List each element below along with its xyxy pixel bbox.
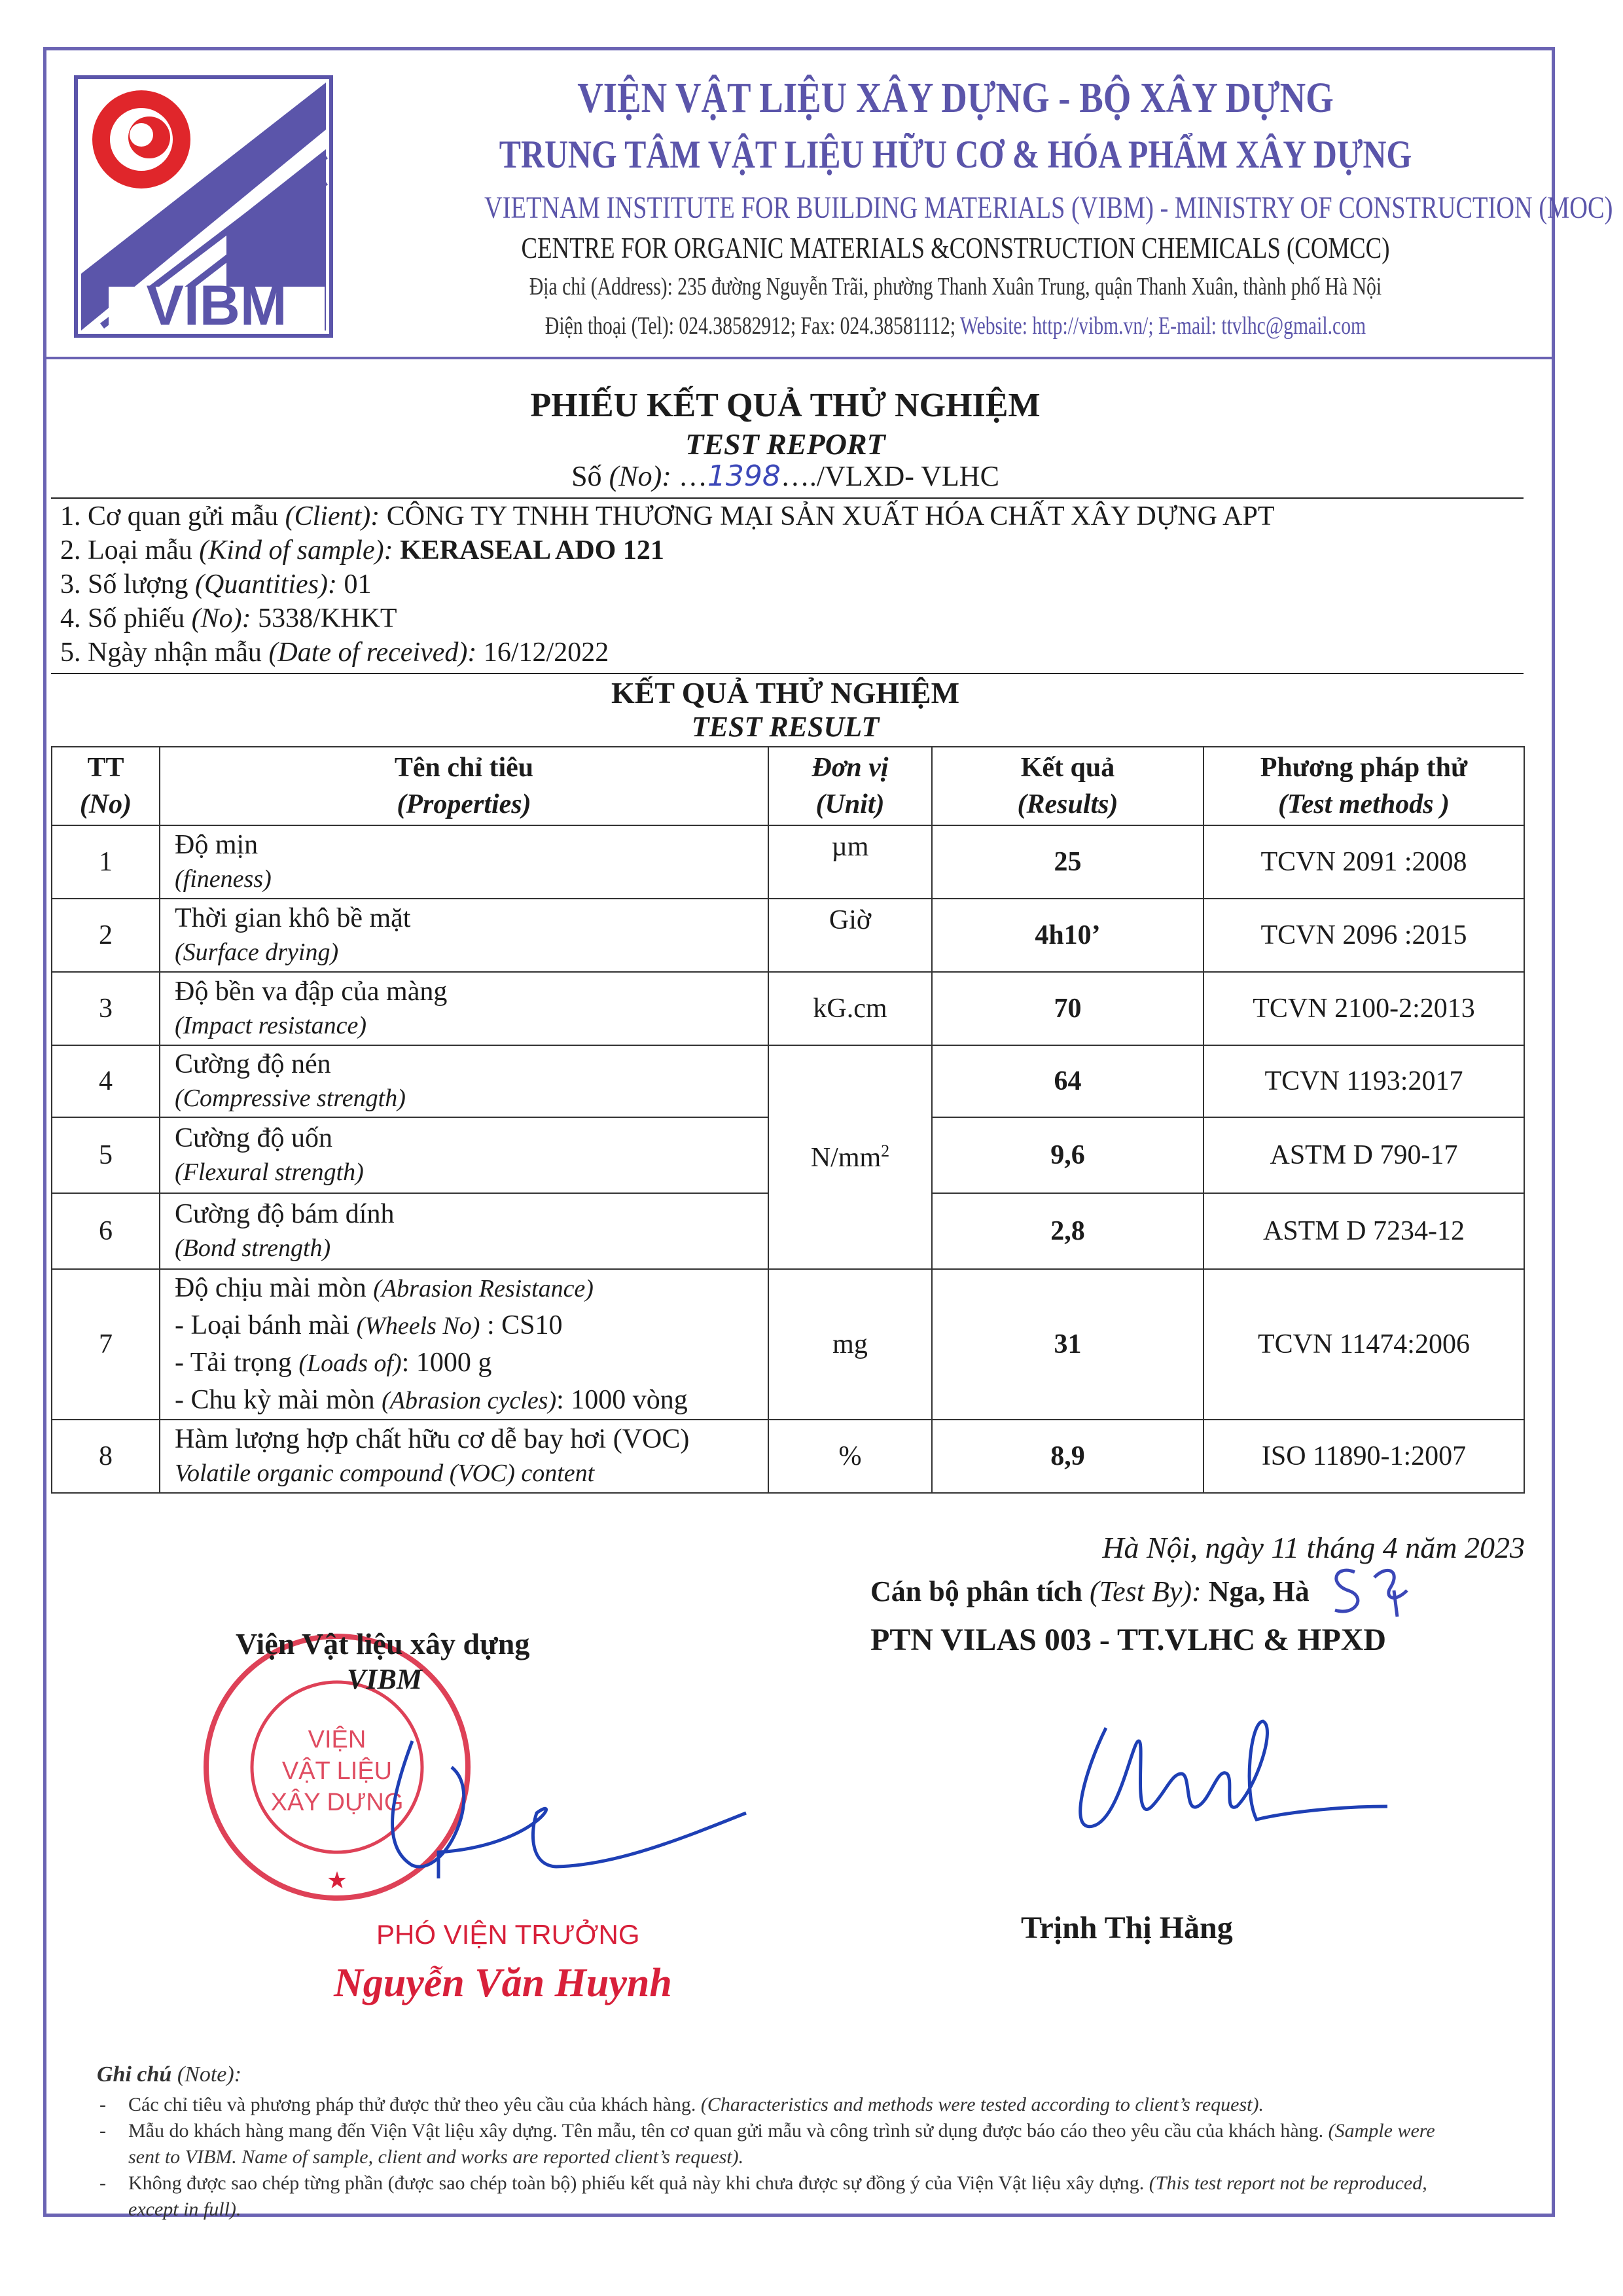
- table-header-row: [52, 747, 1524, 825]
- results-table: [51, 746, 1525, 1494]
- svg-text:VẬT LIỆU: VẬT LIỆU: [281, 1757, 393, 1785]
- institute-signatory: Viện Vật liệu xây dựng: [236, 1627, 530, 1660]
- result-title-en: TEST RESULT: [691, 711, 880, 743]
- tester-line: Cán bộ phân tích (Test By): Nga, Hà: [870, 1575, 1310, 1607]
- table-row: 3 Độ bền va đập của màng (Impact resistance) kG.cm 70 TCVN 2100-2:2013: [52, 972, 1524, 1045]
- info-quantity: 3. Số lượng (Quantities): 01: [60, 569, 372, 600]
- report-title: PHIẾU KẾT QUẢ THỬ NGHIỆM: [530, 387, 1041, 424]
- col-results: Kết quả (Results): [932, 747, 1204, 825]
- report-number-handwritten: 1398: [707, 459, 781, 493]
- col-methods: Phương pháp thử (Test methods ): [1204, 747, 1524, 825]
- header-address: Địa chỉ (Address): 235 đường Nguyễn Trãi, phường Thanh Xuân Trung, quận Thanh Xuân, thành phố Hà Nội: [529, 273, 1382, 300]
- header-web[interactable]: Website: http://vibm.vn/; E-mail: ttvlhc@gmail.com: [959, 312, 1366, 340]
- institute-short: VIBM: [347, 1663, 422, 1695]
- table-row: 7 Độ chịu mài mòn (Abrasion Resistance) - Loại bánh mài (Wheels No) : CS10 - Tải trọng (Loads of): 1000 g - Chu kỳ mài mòn (Abrasion cycles): 1000 vòng mg 31 TCVN 11474:2006: [52, 1269, 1524, 1420]
- header-institute-vn: VIỆN VẬT LIỆU XÂY DỰNG - BỘ XÂY DỰNG: [577, 74, 1334, 122]
- result-title: KẾT QUẢ THỬ NGHIỆM: [611, 676, 960, 709]
- unit-merged: $N/mm^2$: [768, 1045, 932, 1269]
- header-centre-vn: TRUNG TÂM VẬT LIỆU HỮU CƠ & HÓA PHẨM XÂY DỰNG: [499, 133, 1412, 176]
- note-item: - Các chỉ tiêu và phương pháp thử được thử theo yêu cầu của khách hàng. (Characteristics and methods were tested according to client’s request).: [128, 2092, 1471, 2118]
- lab-name: PTN VILAS 003 - TT.VLHC & HPXD: [870, 1623, 1387, 1657]
- vice-director-title: PHÓ VIỆN TRƯỞNG: [376, 1919, 640, 1950]
- header-centre-en: CENTRE FOR ORGANIC MATERIALS &CONSTRUCTION CHEMICALS (COMCC): [521, 231, 1390, 264]
- table-row: 6 Cường độ bám dính (Bond strength) 2,8 ASTM D 7234-12: [52, 1193, 1524, 1269]
- analyst-name: Trịnh Thị Hằng: [1021, 1910, 1233, 1945]
- report-title-en: TEST REPORT: [685, 427, 885, 461]
- table-row: 4 Cường độ nén (Compressive strength) $N/mm^2$ 64 TCVN 1193:2017: [52, 1045, 1524, 1117]
- logo-text: VIBM: [146, 274, 287, 337]
- notes-title: Ghi chú (Note):: [97, 2062, 242, 2087]
- header-phone: Điện thoại (Tel): 024.38582912; Fax: 024.38581112;: [544, 312, 956, 340]
- vice-director-name: Nguyễn Văn Huynh: [334, 1961, 672, 2005]
- svg-text:★: ★: [326, 1867, 348, 1893]
- table-row: 8 Hàm lượng hợp chất hữu cơ dễ bay hơi (VOC) Volatile organic compound (VOC) content % 8,9 ISO 11890-1:2007: [52, 1420, 1524, 1493]
- notes-section: [97, 2062, 1471, 2223]
- info-client: 1. Cơ quan gửi mẫu (Client): CÔNG TY TNHH THƯƠNG MẠI SẢN XUẤT HÓA CHẤT XÂY DỰNG APT: [60, 501, 1275, 531]
- note-item: - Không được sao chép từng phần (được sao chép toàn bộ) phiếu kết quả này khi chưa được sự đồng ý của Viện Vật liệu xây dựng. (This test report not be reproduced, except in full).: [128, 2170, 1471, 2223]
- header-contact: [496, 312, 1415, 340]
- svg-text:VIỆN: VIỆN: [308, 1726, 366, 1753]
- svg-text:XÂY DỰNG: XÂY DỰNG: [270, 1789, 404, 1816]
- col-unit: Đơn vị (Unit): [768, 747, 932, 825]
- vice-director-signature: [340, 1715, 759, 1911]
- table-row: 5 Cường độ uốn (Flexural strength) 9,6 ASTM D 790-17: [52, 1117, 1524, 1193]
- col-properties: Tên chỉ tiêu (Properties): [160, 747, 768, 825]
- header-divider: [43, 357, 1552, 359]
- divider: [51, 673, 1524, 674]
- info-number: 4. Số phiếu (No): 5338/KHKT: [60, 603, 397, 634]
- analyst-signature: [1060, 1702, 1400, 1846]
- tester-initials: [1315, 1558, 1420, 1623]
- col-no: TT (No): [52, 747, 160, 825]
- info-date: 5. Ngày nhận mẫu (Date of received): 16/12/2022: [60, 637, 609, 668]
- divider: [51, 497, 1524, 499]
- note-item: - Mẫu do khách hàng mang đến Viện Vật liệu xây dựng. Tên mẫu, tên cơ quan gửi mẫu và công trình sử dụng được báo cáo theo yêu cầu của khách hàng. (Sample were sent to VIBM. Name of sample, client and works are reported client’s request).: [128, 2118, 1471, 2170]
- header-institute-en: VIETNAM INSTITUTE FOR BUILDING MATERIALS (VIBM) - MINISTRY OF CONSTRUCTION (MOC): [484, 190, 1613, 225]
- table-row: 2 Thời gian khô bề mặt (Surface drying) Giờ 4h10’ TCVN 2096 :2015: [52, 899, 1524, 972]
- vibm-logo: [76, 77, 331, 336]
- info-kind: 2. Loại mẫu (Kind of sample): KERASEAL ADO 121: [60, 535, 664, 565]
- report-number: Số (No): …1398…./VLXD- VLHC: [571, 459, 999, 493]
- table-row: 1 Độ mịn (fineness) µm 25 TCVN 2091 :2008: [52, 825, 1524, 899]
- logo-graphic: [76, 77, 331, 336]
- issue-date: Hà Nội, ngày 11 tháng 4 năm 2023: [1102, 1531, 1525, 1564]
